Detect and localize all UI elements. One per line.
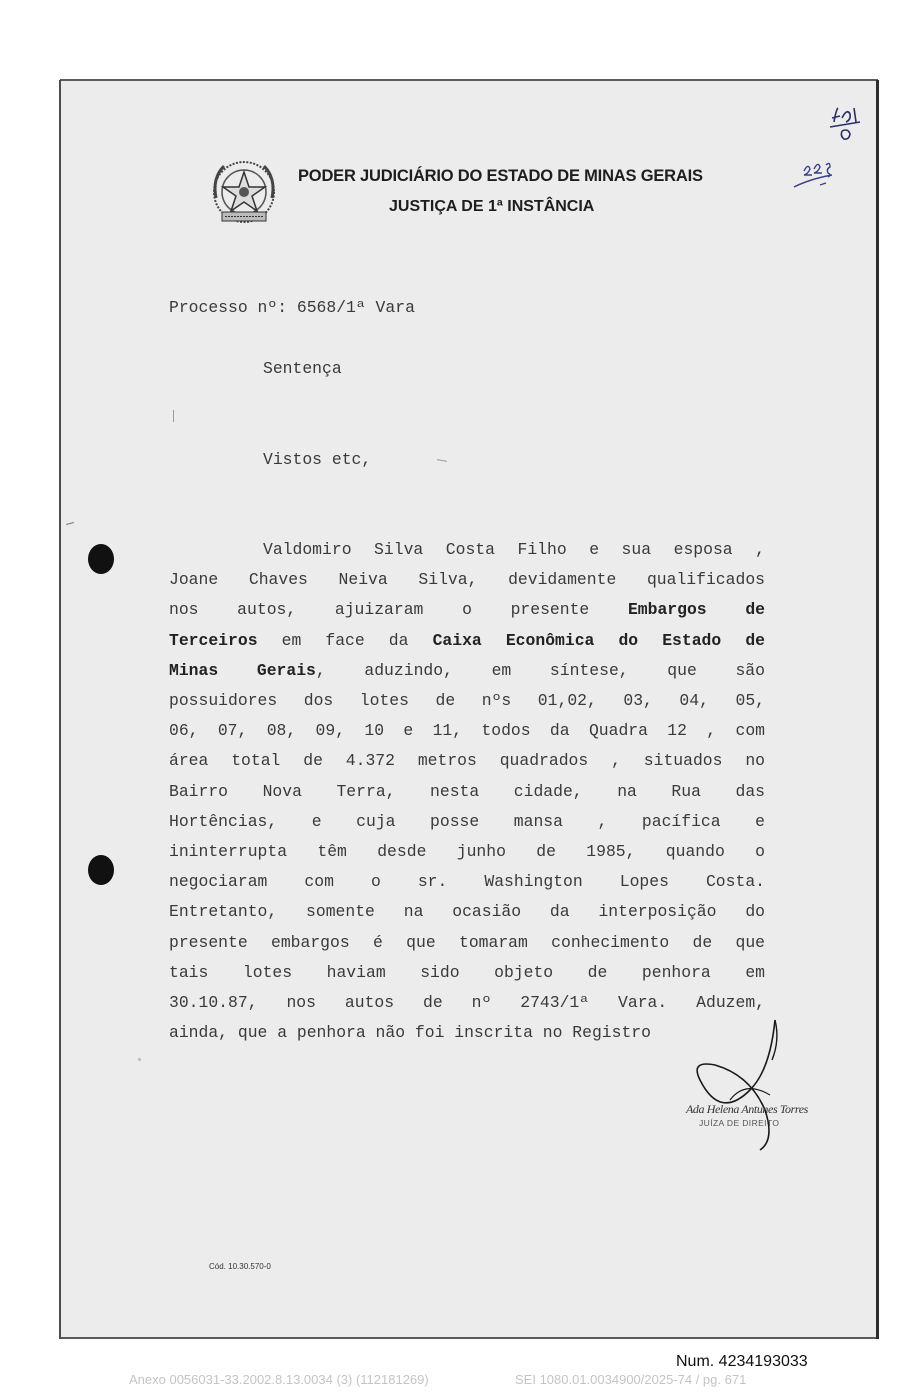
body-bold-text: Terceiros — [169, 630, 258, 650]
footer-attachment-ref: Anexo 0056031-33.2002.8.13.0034 (3) (112181269) — [129, 1372, 429, 1387]
body-line — [169, 872, 765, 892]
body-line — [169, 933, 765, 953]
svg-text:228: 228 — [790, 155, 792, 156]
body-bold-text: Caixa Econômica do Estado de — [432, 630, 765, 650]
body-text: 06, 07, 08, 09, 10 e 11, todos da Quadra 12 , com — [169, 721, 765, 741]
svg-text:191: 191 — [820, 100, 822, 101]
body-bold-text: Minas Gerais — [169, 660, 316, 680]
court-header-subtitle: JUSTIÇA DE 1ª INSTÂNCIA — [389, 198, 595, 215]
body-text: em face da — [257, 630, 433, 650]
body-line — [169, 842, 765, 862]
body-line — [263, 540, 765, 560]
body-text: ininterrupta têm desde junho de 1985, quando o — [169, 842, 765, 861]
signature-name: Ada Helena Antunes Torres — [686, 1102, 808, 1116]
scan-edge-right — [876, 80, 879, 1339]
opening-phrase: Vistos etc, — [263, 450, 372, 469]
scan-edge-bottom — [60, 1337, 878, 1339]
body-text: negociaram com o sr. Washington Lopes Costa. — [169, 872, 765, 892]
punch-hole-top — [88, 544, 114, 574]
scan-speck — [138, 1058, 141, 1061]
handwritten-folio-number — [790, 155, 840, 195]
scan-speck — [173, 410, 174, 422]
body-text: Bairro Nova Terra, nesta cidade, na Rua das — [169, 781, 765, 801]
body-line — [169, 721, 765, 741]
court-header-title: PODER JUDICIÁRIO DO ESTADO DE MINAS GERAIS — [298, 167, 703, 185]
judge-signature — [680, 1010, 790, 1160]
body-line — [169, 661, 765, 681]
body-line — [169, 993, 765, 1013]
footer-sei-ref: SEI 1080.01.0034900/2025-74 / pg. 671 — [515, 1372, 747, 1387]
scan-edge-top — [60, 79, 878, 81]
body-line — [169, 570, 765, 590]
body-line — [169, 1023, 765, 1043]
body-line — [169, 782, 765, 802]
body-text: 30.10.87, nos autos de nº 2743/1ª Vara. Aduzem, — [169, 993, 765, 1012]
body-line — [169, 963, 765, 983]
body-text: ainda, que a penhora não foi inscrita no Registro — [169, 1023, 651, 1043]
body-line — [169, 751, 765, 771]
body-text: Hortências, e cuja posse mansa , pacífica e — [169, 811, 765, 831]
body-text: tais lotes haviam sido objeto de penhora em — [169, 962, 765, 982]
body-text: presente embargos é que tomaram conhecimento de que — [169, 932, 765, 952]
body-line — [169, 600, 765, 620]
process-number: Processo nº: 6568/1ª Vara — [169, 298, 415, 317]
body-bold-text: Embargos de — [627, 600, 765, 620]
body-text: , aduzindo, em síntese, que são — [315, 660, 765, 680]
punch-hole-bottom — [88, 855, 114, 885]
body-line — [169, 812, 765, 832]
scan-edge-left — [59, 80, 61, 1339]
body-text: Valdomiro Silva Costa Filho e sua esposa , — [263, 540, 765, 559]
form-code: Cód. 10.30.570-0 — [209, 1262, 271, 1271]
body-text: Entretanto, somente na ocasião da interposição do — [169, 902, 765, 922]
document-title: Sentença — [263, 359, 342, 378]
body-line — [169, 902, 765, 922]
body-text: nos autos, ajuizaram o presente — [169, 600, 628, 620]
body-text: área total de 4.372 metros quadrados , situados no — [169, 751, 765, 771]
coat-of-arms-seal — [208, 158, 280, 230]
body-text: possuidores dos lotes de nºs 01,02, 03, 04, 05, — [169, 691, 765, 710]
signature-role: JUÍZA DE DIREITO — [699, 1118, 780, 1128]
body-text: Joane Chaves Neiva Silva, devidamente qualificados — [169, 570, 765, 590]
body-line — [169, 691, 765, 711]
handwritten-page-number — [820, 100, 870, 145]
body-line — [169, 631, 765, 651]
document-number: Num. 4234193033 — [676, 1353, 808, 1370]
